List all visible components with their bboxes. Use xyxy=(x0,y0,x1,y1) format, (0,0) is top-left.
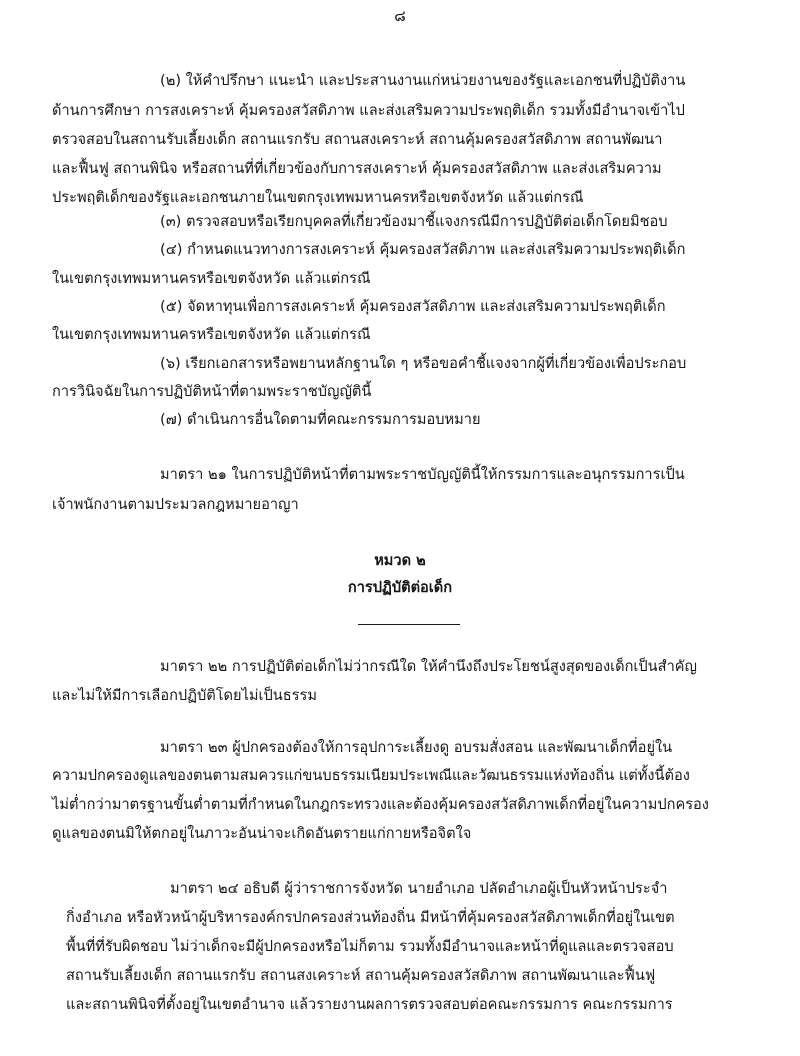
clause-2-line-3: ตรวจสอบในสถานรับเลี้ยงเด็ก สถานแรกรับ สถานสงเคราะห์ สถานคุ้มครองสวัสดิภาพ สถานพัฒนา xyxy=(52,131,663,148)
clause-5-line-2: ในเขตกรุงเทพมหานครหรือเขตจังหวัด แล้วแต่กรณี xyxy=(52,326,371,343)
section-23-line-1: มาตรา ๒๓ ผู้ปกครองต้องให้การอุปการะเลี้ยงดู อบรมสั่งสอน และพัฒนาเด็กที่อยู่ใน xyxy=(160,739,673,756)
clause-3-line-1: (๓) ตรวจสอบหรือเรียกบุคคลที่เกี่ยวข้องมาชี้แจงกรณีมีการปฏิบัติต่อเด็กโดยมิชอบ xyxy=(160,213,668,230)
clause-2-line-4: และฟื้นฟู สถานพินิจ หรือสถานที่ที่เกี่ยวข้องกับการสงเคราะห์ คุ้มครองสวัสดิภาพ และส่งเสริมความ xyxy=(52,160,662,177)
section-24-line-5: และสถานพินิจที่ตั้งอยู่ในเขตอำนาจ แล้วรายงานผลการตรวจสอบต่อคณะกรรมการ คณะกรรมการ xyxy=(66,996,673,1013)
section-23-line-3: ไม่ต่ำกว่ามาตรฐานขั้นต่ำตามที่กำหนดในกฎกระทรวงและต้องคุ้มครองสวัสดิภาพเด็กที่อยู่ในความปกครอง xyxy=(52,796,709,813)
chapter-heading: หมวด ๒ xyxy=(374,552,426,569)
section-23-line-2: ความปกครองดูแลของตนตามสมควรแก่ขนบธรรมเนียมประเพณีและวัฒนธรรมแห่งท้องถิ่น แต่ทั้งนี้ต้อง xyxy=(52,767,690,784)
clause-4-line-2: ในเขตกรุงเทพมหานครหรือเขตจังหวัด แล้วแต่กรณี xyxy=(52,270,371,287)
section-24-line-2: กิ่งอำเภอ หรือหัวหน้าผู้บริหารองค์กรปกครองส่วนท้องถิ่น มีหน้าที่คุ้มครองสวัสดิภาพเด็กที่อยู่ในเขต xyxy=(66,909,675,926)
clause-6-line-2: การวินิจฉัยในการปฏิบัติหน้าที่ตามพระราชบัญญัตินี้ xyxy=(52,383,372,400)
section-24-line-4: สถานรับเลี้ยงเด็ก สถานแรกรับ สถานสงเคราะห์ สถานคุ้มครองสวัสดิภาพ สถานพัฒนาและฟื้นฟู xyxy=(66,967,656,984)
section-24-line-3: พื้นที่ที่รับผิดชอบ ไม่ว่าเด็กจะมีผู้ปกครองหรือไม่ก็ตาม รวมทั้งมีอำนาจและหน้าที่ดูแลและตรวจสอบ xyxy=(66,938,674,955)
chapter-divider xyxy=(358,624,460,625)
clause-2-line-2: ด้านการศึกษา การสงเคราะห์ คุ้มครองสวัสดิภาพ และส่งเสริมความประพฤติเด็ก รวมทั้งมีอำนาจเข้าไป xyxy=(52,102,685,119)
clause-7-line-1: (๗) ดำเนินการอื่นใดตามที่คณะกรรมการมอบหมาย xyxy=(160,411,481,428)
clause-5-line-1: (๕) จัดหาทุนเพื่อการสงเคราะห์ คุ้มครองสวัสดิภาพ และส่งเสริมความประพฤติเด็ก xyxy=(160,298,666,315)
chapter-title: การปฏิบัติต่อเด็ก xyxy=(347,579,453,596)
section-22-line-2: และไม่ให้มีการเลือกปฏิบัติโดยไม่เป็นธรรม xyxy=(52,687,317,704)
clause-2-line-5: ประพฤติเด็กของรัฐและเอกชนภายในเขตกรุงเทพมหานครหรือเขตจังหวัด แล้วแต่กรณี xyxy=(52,189,584,206)
section-21-line-1: มาตรา ๒๑ ในการปฏิบัติหน้าที่ตามพระราชบัญญัตินี้ให้กรรมการและอนุกรรมการเป็น xyxy=(160,466,685,483)
section-23-line-4: ดูแลของตนมิให้ตกอยู่ในภาวะอันน่าจะเกิดอันตรายแก่กายหรือจิตใจ xyxy=(52,825,472,842)
section-21-line-2: เจ้าพนักงานตามประมวลกฎหมายอาญา xyxy=(52,496,299,513)
section-24-line-1: มาตรา ๒๔ อธิบดี ผู้ว่าราชการจังหวัด นายอำเภอ ปลัดอำเภอผู้เป็นหัวหน้าประจำ xyxy=(170,880,668,897)
page-number: ๘ xyxy=(394,7,406,25)
clause-2-line-1: (๒) ให้คำปรึกษา แนะนำ และประสานงานแก่หน่วยงานของรัฐและเอกชนที่ปฏิบัติงาน xyxy=(160,72,686,89)
section-22-line-1: มาตรา ๒๒ การปฏิบัติต่อเด็กไม่ว่ากรณีใด ให้คำนึงถึงประโยชน์สูงสุดของเด็กเป็นสำคัญ xyxy=(160,658,697,675)
clause-6-line-1: (๖) เรียกเอกสารหรือพยานหลักฐานใด ๆ หรือขอคำชี้แจงจากผู้ที่เกี่ยวข้องเพื่อประกอบ xyxy=(160,355,687,372)
clause-4-line-1: (๔) กำหนดแนวทางการสงเคราะห์ คุ้มครองสวัสดิภาพ และส่งเสริมความประพฤติเด็ก xyxy=(160,241,686,258)
